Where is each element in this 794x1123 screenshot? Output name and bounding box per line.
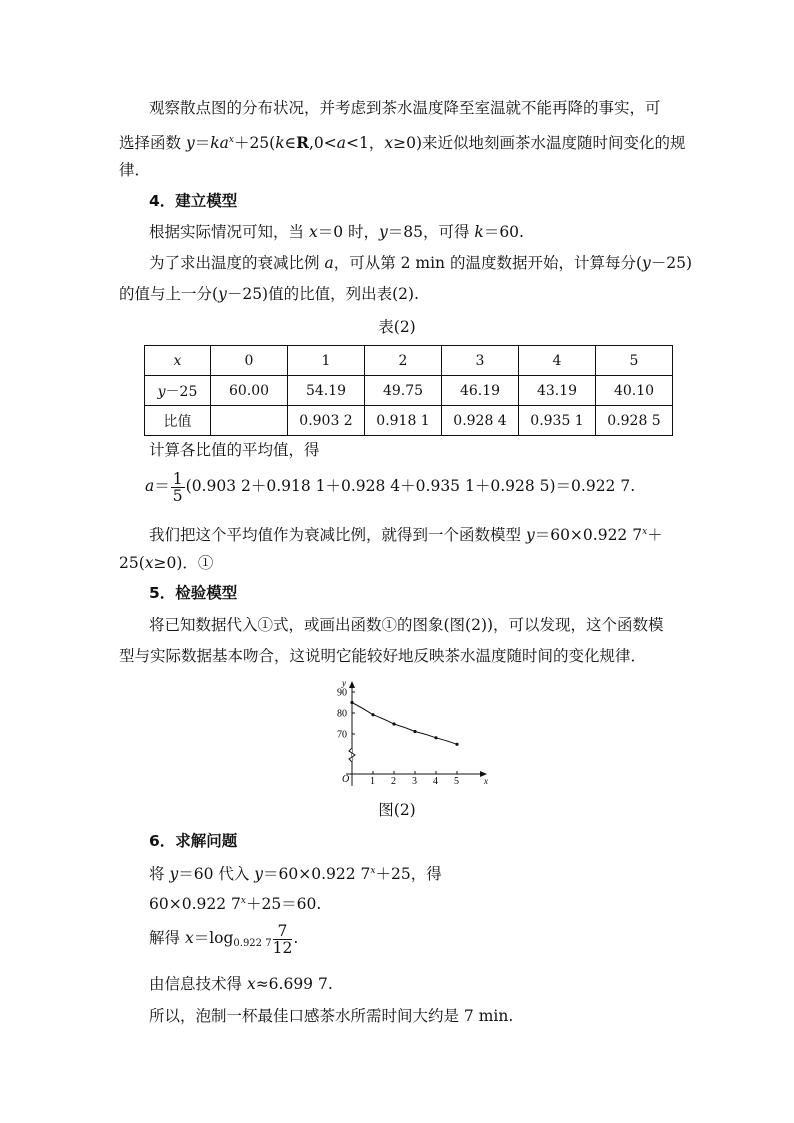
- paragraph-line: 25(x≥0)．①: [119, 554, 214, 572]
- table-cell: 0.903 2: [288, 406, 365, 436]
- table-cell: 3: [442, 346, 519, 376]
- section-heading: 6．求解问题: [149, 832, 238, 850]
- x-tick-label: 5: [454, 776, 459, 787]
- paragraph-line: 型与实际数据基本吻合，这说明它能较好地反映茶水温度随时间的变化规律．: [119, 647, 647, 665]
- table-cell: 40.10: [596, 376, 673, 406]
- table-cell: 43.19: [519, 376, 596, 406]
- y-tick-label: 80: [337, 708, 347, 720]
- paragraph-line: 由信息技术得 x≈6.699 7.: [149, 975, 333, 993]
- y-axis-label: y: [342, 678, 346, 688]
- table-cell: 0.928 5: [596, 406, 673, 436]
- x-tick-label: 4: [433, 776, 438, 787]
- table-caption: 表(2): [378, 318, 416, 336]
- paragraph-line: 根据实际情况可知，当 x＝0 时，y＝85，可得 k＝60.: [149, 223, 524, 241]
- paragraph-line: 将已知数据代入①式，或画出函数①的图象(图(2))，可以发现，这个函数模: [149, 616, 664, 634]
- figure-caption: 图(2): [378, 801, 416, 819]
- table-cell: 5: [596, 346, 673, 376]
- table-cell: 2: [365, 346, 442, 376]
- x-tick-label: 3: [412, 776, 417, 787]
- table-row: [145, 406, 673, 436]
- table-cell: 0: [211, 346, 288, 376]
- paragraph-line: 为了求出温度的衰减比例 a，可从第 2 min 的温度数据开始，计算每分(y－25): [149, 254, 693, 272]
- paragraph-line: 计算各比值的平均值，得: [149, 441, 320, 459]
- fraction: $\frac{1}{5}$: [172, 469, 183, 505]
- table-cell: 0.928 4: [442, 406, 519, 436]
- data-point: [350, 701, 353, 704]
- axis-break-mark: [349, 748, 355, 762]
- table-cell: 0.935 1: [519, 406, 596, 436]
- paragraph-line: 律．: [119, 161, 151, 179]
- table-cell: 60.00: [211, 376, 288, 406]
- table-cell: 54.19: [288, 376, 365, 406]
- paragraph-line: 我们把这个平均值作为衰减比例，就得到一个函数模型 y＝60×0.922 $7^x+$: [149, 526, 663, 544]
- table-cell: 1: [288, 346, 365, 376]
- row-label-ratio: 比值: [145, 406, 211, 436]
- section-heading: 5．检验模型: [149, 584, 238, 602]
- paragraph-line: 选择函数 $y=ka^x+25(k\in R,0<a<1$，x≥0)来近似地刻画茶水温度随时间变化的规: [119, 133, 686, 152]
- x-axis-label: x: [484, 776, 488, 786]
- fraction: $\frac{7}{12}$: [272, 921, 293, 957]
- data-point: [413, 730, 416, 733]
- origin-label: O: [342, 774, 350, 785]
- y-tick-label: 90: [337, 687, 347, 699]
- data-point: [434, 736, 437, 739]
- row-label-x: x: [145, 346, 211, 376]
- x-tick-label: 1: [370, 776, 375, 787]
- formula-line: 解得 $x=\log_{0.922 7}$ $\frac{7}{12}$ .: [149, 921, 299, 957]
- data-point: [455, 743, 458, 746]
- table-row: [145, 346, 673, 376]
- paragraph-line: 观察散点图的分布状况，并考虑到茶水温度降至室温就不能再降的事实，可: [149, 99, 661, 117]
- function-graph: [330, 676, 500, 794]
- section-heading: 4．建立模型: [149, 192, 238, 210]
- y-tick-label: 70: [337, 729, 347, 741]
- table-cell: [211, 406, 288, 436]
- paragraph-line: 60×0.922 $7^x+25=60$.: [149, 895, 322, 913]
- table-cell: 49.75: [365, 376, 442, 406]
- paragraph-line: 将 y＝60 代入 y＝60×0.922 $7^x+25$，得: [149, 865, 442, 883]
- data-table: [144, 345, 673, 436]
- row-label-y: y－25: [145, 376, 211, 406]
- paragraph-line: 的值与上一分(y－25)值的比值，列出表(2).: [119, 285, 419, 303]
- x-tick-label: 2: [391, 776, 396, 787]
- y-axis-arrow: [349, 681, 355, 688]
- data-point: [392, 722, 395, 725]
- table-cell: 0.918 1: [365, 406, 442, 436]
- table-row: [145, 376, 673, 406]
- paragraph-line: 所以，泡制一杯最佳口感茶水所需时间大约是 7 min.: [149, 1007, 514, 1025]
- table-cell: 4: [519, 346, 596, 376]
- model-curve: [352, 703, 457, 745]
- data-point: [371, 713, 374, 716]
- table-cell: 46.19: [442, 376, 519, 406]
- formula-line: a＝ $\frac{1}{5}$ (0.903 2＋0.918 1＋0.928 4＋0.935 1＋0.928 5)＝0.922 7.: [145, 469, 636, 505]
